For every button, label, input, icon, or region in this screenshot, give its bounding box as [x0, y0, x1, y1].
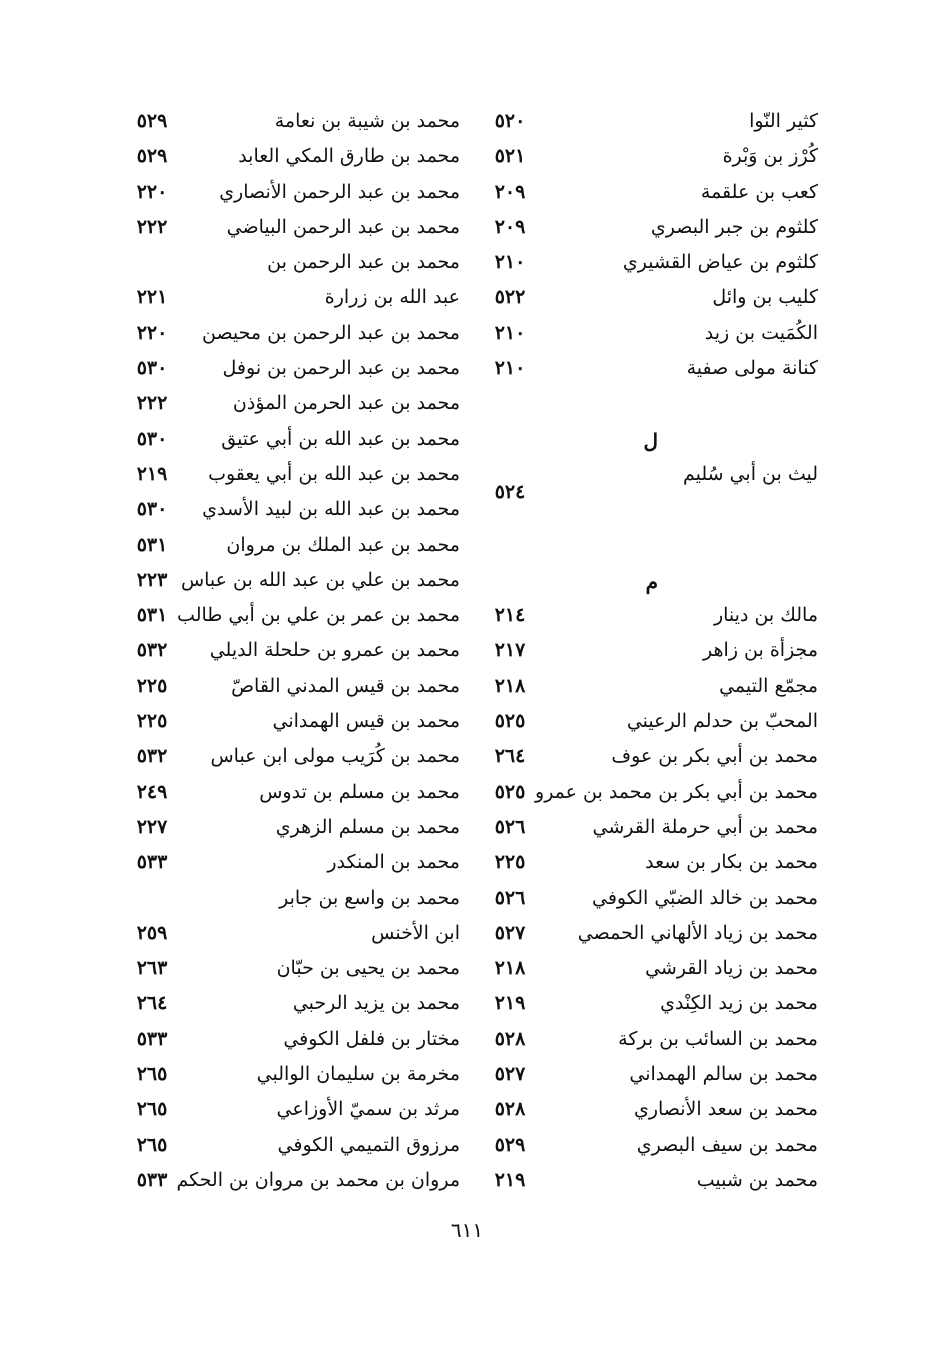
section-letter — [458, 422, 818, 457]
entry-name: محمد بن علي بن عبد الله بن عباس — [180, 568, 460, 591]
index-entry — [458, 810, 818, 845]
entry-page-number: ٥٢٥ — [494, 780, 526, 803]
entry-page-number: ٥٣١ — [136, 533, 168, 556]
entry-page-number: ٥٣٣ — [136, 1027, 168, 1050]
entry-page-number: ٥٣٠ — [136, 427, 168, 450]
entry-page-number: ٢٦٥ — [136, 1098, 168, 1121]
entry-name: مروان بن محمد بن مروان بن الحكم — [176, 1168, 460, 1191]
index-entry — [458, 986, 818, 1021]
index-entry — [100, 704, 460, 739]
index-entry — [458, 951, 818, 986]
entry-name: محمد بن مسلم بن تدوس — [259, 780, 460, 803]
entry-name: محمد بن عبد الرحمن بن نوفل — [222, 357, 460, 380]
index-entry — [100, 1022, 460, 1057]
entry-name: محمد بن كُرَيب مولى ابن عباس — [210, 745, 460, 768]
entry-page-number: ٥٢٩ — [494, 1133, 526, 1156]
entry-name: محمد بن طارق المكي العابد — [238, 145, 460, 168]
index-entry — [458, 104, 818, 139]
entry-name: محمد بن زياد الألهاني الحمصي — [577, 921, 818, 944]
entry-name: محمد بن شبيب — [696, 1168, 818, 1191]
index-entry — [100, 598, 460, 633]
section-letter-label: ل — [643, 428, 658, 453]
entry-name: محمد بن السائب بن بركة — [618, 1027, 818, 1050]
entry-page-number: ٥٣٠ — [136, 498, 168, 521]
entry-name: محمد بن شيبة بن نعامة — [274, 110, 460, 132]
entry-page-number: ٥٢٧ — [494, 921, 526, 944]
entry-page-number: ٢١٨ — [494, 957, 526, 980]
entry-name: محمد بن زياد القرشي — [645, 957, 818, 980]
entry-name: محمد بن واسع بن جابر — [279, 886, 460, 909]
index-entry — [458, 1057, 818, 1092]
entry-name: محمد بن عبد الله بن أبي يعقوب — [208, 462, 460, 485]
entry-name: كلثوم بن جبر البصري — [650, 215, 818, 238]
index-entry — [100, 563, 460, 598]
entry-page-number: ٥٢٦ — [494, 886, 526, 909]
index-entry — [458, 351, 818, 386]
index-entry — [458, 1163, 818, 1198]
entry-name: محمد بن عبد الرحمن بن — [267, 251, 460, 274]
index-entry — [100, 1128, 460, 1163]
index-entry — [100, 810, 460, 845]
index-entry — [100, 1163, 460, 1198]
entry-page-number: ٢٦٣ — [136, 957, 168, 980]
entry-page-number: ٢٥٩ — [136, 921, 168, 944]
entry-page-number: ٢٢٣ — [136, 568, 168, 591]
index-entry — [100, 245, 460, 280]
entry-name: كعب بن علقمة — [700, 180, 818, 203]
index-entry — [458, 1022, 818, 1057]
entry-name: محمد بن عبد الله بن أبي عتيق — [221, 427, 460, 450]
index-entry — [100, 669, 460, 704]
entry-page-number: ٥٣٢ — [136, 745, 168, 768]
entry-page-number: ٢١٨ — [494, 674, 526, 697]
index-entry — [100, 492, 460, 527]
entry-name: محمد بن عبد الله بن لبيد الأسدي — [202, 498, 460, 521]
entry-page-number: ٥٢٠ — [494, 110, 526, 132]
entry-page-number: ٢١٠ — [494, 357, 526, 380]
entry-name: محمد بن يزيد الرحبي — [292, 992, 460, 1015]
entry-page-number: ٥٢٥ — [494, 710, 526, 733]
index-entry — [458, 916, 818, 951]
entry-page-number: ٢٢١ — [136, 286, 168, 309]
entry-name: ليث بن أبي سُليم — [682, 462, 818, 485]
entry-name: محمد بن سيف البصري — [636, 1133, 818, 1156]
entry-page-number: ٢٢٢ — [136, 215, 168, 238]
index-entry — [100, 1092, 460, 1127]
entry-page-number: ٢٦٥ — [136, 1133, 168, 1156]
section-letter-label: م — [645, 569, 658, 594]
entry-page-number: ٢٢٠ — [136, 180, 168, 203]
index-entry — [100, 633, 460, 668]
entry-page-number: ٢١٠ — [494, 251, 526, 274]
entry-name: مرزوق التميمي الكوفي — [277, 1133, 460, 1156]
index-entry — [458, 633, 818, 668]
entry-name: محمد بن عبد الرحمن الأنصاري — [219, 180, 460, 203]
entry-page-number: ٥٢٩ — [136, 145, 168, 168]
entry-page-number: ٢٠٩ — [494, 215, 526, 238]
index-entry — [458, 775, 818, 810]
entry-name: محمد بن سعد الأنصاري — [633, 1098, 818, 1121]
entry-name: محمد بن يحيى بن حبّان — [276, 957, 460, 980]
entry-name: محمد بن أبي حرملة القرشي — [592, 815, 818, 838]
entry-name: محمد بن زيد الكِنْدي — [660, 992, 818, 1015]
index-entry — [100, 986, 460, 1021]
entry-page-number: ٥٢٨ — [494, 1027, 526, 1050]
entry-page-number: ٥٣٣ — [136, 1168, 168, 1191]
entry-name: محمد بن سالم الهمداني — [629, 1063, 818, 1086]
entry-page-number: ٢٦٥ — [136, 1063, 168, 1086]
index-column-left — [100, 104, 460, 1198]
entry-page-number: ٢١٤ — [494, 604, 526, 627]
index-entry — [100, 175, 460, 210]
section-letter — [458, 563, 818, 598]
index-entry — [458, 1128, 818, 1163]
entry-name: الكُمَيت بن زيد — [704, 321, 818, 344]
index-entry — [100, 280, 460, 315]
index-entry — [100, 104, 460, 139]
index-entry — [100, 139, 460, 174]
entry-name: مخرمة بن سليمان الوالبي — [256, 1063, 460, 1086]
entry-name: محمد بن مسلم الزهري — [275, 815, 460, 838]
entry-page-number: ٢٢٥ — [136, 710, 168, 733]
entry-page-number: ٢١٠ — [494, 321, 526, 344]
index-entry — [458, 245, 818, 280]
entry-page-number: ٢٢٥ — [136, 674, 168, 697]
entry-name: محمد بن المنكدر — [327, 851, 460, 874]
entry-name: مرثد بن سميّ الأوزاعي — [276, 1098, 460, 1121]
entry-name: محمد بن عمرو بن حلحلة الديلي — [209, 639, 460, 662]
entry-page-number: ٢٦٤ — [494, 745, 526, 768]
index-entry — [458, 881, 818, 916]
entry-name: محمد بن خالد الضبّي الكوفي — [591, 886, 818, 909]
entry-page-number: ٥٣١ — [136, 604, 168, 627]
index-entry — [100, 528, 460, 563]
entry-name: محمد بن أبي بكر بن محمد بن عمرو — [535, 780, 818, 803]
entry-name: محمد بن قيس الهمداني — [272, 710, 460, 733]
entry-page-number: ٢١٩ — [494, 1168, 526, 1191]
index-entry — [458, 704, 818, 739]
index-entry — [458, 139, 818, 174]
entry-name: محمد بن عبد الحرمن المؤذن — [232, 392, 460, 415]
entry-name: محمد بن عبد الرحمن البياضي — [226, 215, 460, 238]
entry-name: كليب بن وائل — [712, 286, 818, 309]
entry-page-number: ٢٠٩ — [494, 180, 526, 203]
entry-page-number: ٥٢٨ — [494, 1098, 526, 1121]
index-column-right — [458, 104, 818, 1198]
entry-name: محمد بن عبد الملك بن مروان — [226, 533, 460, 556]
index-entry — [458, 669, 818, 704]
index-entry — [100, 351, 460, 386]
index-entry — [100, 951, 460, 986]
blank-line — [458, 528, 818, 563]
index-entry — [458, 598, 818, 633]
entry-page-number: ٢١٧ — [494, 639, 526, 662]
entry-page-number: ٥٢١ — [494, 145, 526, 168]
index-entry — [100, 316, 460, 351]
entry-page-number: ٢٢٧ — [136, 815, 168, 838]
index-entry — [458, 280, 818, 315]
entry-page-number: ٢٤٩ — [136, 780, 168, 803]
entry-page-number: ٢٢٠ — [136, 321, 168, 344]
index-entry — [100, 916, 460, 951]
entry-page-number: ٥٢٧ — [494, 1063, 526, 1086]
entry-name: مختار بن فلفل الكوفي — [283, 1027, 460, 1050]
index-entry — [458, 739, 818, 774]
index-entry — [100, 457, 460, 492]
entry-name: محمد بن أبي بكر بن عوف — [611, 745, 818, 768]
index-entry — [458, 316, 818, 351]
entry-name: محمد بن قيس المدني القاصّ — [231, 674, 460, 697]
index-entry — [100, 881, 460, 916]
index-entry — [100, 386, 460, 421]
entry-name: كلثوم بن عياض القشيري — [622, 251, 818, 274]
entry-name: مجمّع التيمي — [719, 674, 818, 697]
entry-name: كنانة مولى صفية — [686, 357, 818, 380]
index-entry — [100, 775, 460, 810]
entry-page-number: ٥٣٣ — [136, 851, 168, 874]
entry-name: مجزأة بن زاهر — [703, 639, 818, 662]
entry-page-number: ٢٦٤ — [136, 992, 168, 1015]
entry-name: المحبّ بن حدلم الرعيني — [626, 710, 818, 733]
entry-page-number: ٥٢٤ — [494, 480, 526, 503]
page-number: ٦١١ — [450, 1218, 484, 1242]
entry-page-number: ٥٢٦ — [494, 815, 526, 838]
index-entry — [458, 1092, 818, 1127]
entry-page-number: ٥٢٢ — [494, 286, 526, 309]
blank-line — [458, 386, 818, 421]
entry-page-number: ٢١٩ — [136, 462, 168, 485]
index-entry — [100, 210, 460, 245]
entry-name: كثير النّوا — [749, 110, 818, 132]
index-entry — [100, 845, 460, 880]
entry-page-number: ٢٢٥ — [494, 851, 526, 874]
entry-name: محمد بن بكار بن سعد — [645, 851, 818, 874]
entry-name: محمد بن عمر بن علي بن أبي طالب — [177, 604, 460, 627]
index-entry — [100, 739, 460, 774]
index-entry — [100, 1057, 460, 1092]
index-entry — [100, 422, 460, 457]
entry-name: مالك بن دينار — [713, 604, 818, 627]
index-entry — [458, 845, 818, 880]
entry-name: محمد بن عبد الرحمن بن محيصن — [201, 321, 460, 344]
entry-page-number: ٥٢٩ — [136, 110, 168, 132]
index-entry — [458, 175, 818, 210]
entry-name: عبد الله بن زرارة — [324, 286, 460, 309]
index-entry — [458, 457, 818, 528]
entry-page-number: ٥٣٠ — [136, 357, 168, 380]
index-entry — [458, 210, 818, 245]
entry-name: كُرْز بن وَبْرة — [722, 145, 818, 168]
entry-page-number: ٢٢٢ — [136, 392, 168, 415]
entry-name: ابن الأخنس — [371, 921, 460, 944]
entry-page-number: ٢١٩ — [494, 992, 526, 1015]
entry-page-number: ٥٣٢ — [136, 639, 168, 662]
